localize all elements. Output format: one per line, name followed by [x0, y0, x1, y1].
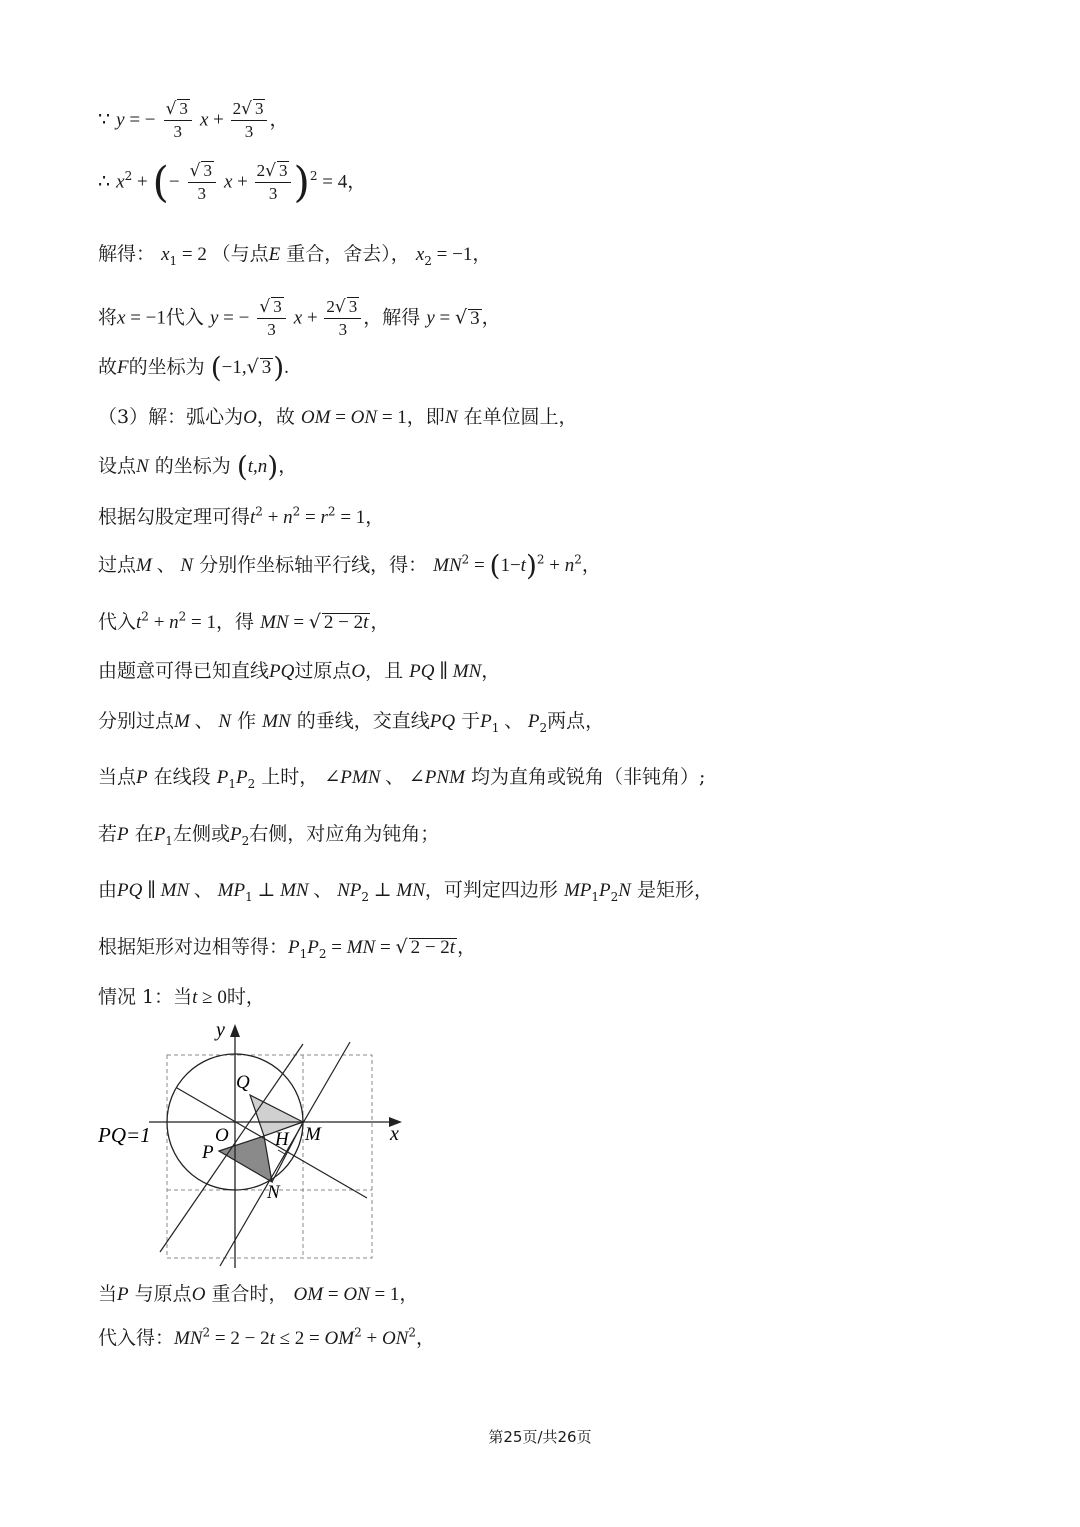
line-11: 由题意可得已知直线PQ过原点O，且 PQ ∥ MN， [98, 660, 501, 682]
line-16: 根据矩形对边相等得：$P_1P_2$ = MN = √ 2 − 2t ， [98, 936, 477, 961]
line-12: 分别过点M 、 N 作 MN 的垂线，交直线PQ 于$P_1$ 、 $P_2$两点， [98, 710, 605, 735]
line-13: 当点P 在线段 $P_1P_2$ 上时， ∠PMN 、 ∠PNM 均为直角或锐角（非钝角）; [98, 766, 706, 791]
label-q: Q [236, 1072, 250, 1093]
page-footer: 第25页/共26页 [488, 1428, 592, 1446]
label-o: O [215, 1125, 229, 1146]
label-y: y [216, 1019, 225, 1041]
label-n: N [267, 1182, 280, 1203]
therefore-symbol: ∴ [98, 170, 111, 193]
dashed-grid [167, 1055, 372, 1258]
line-14: 若P 在$P_1$左侧或$P_2$右侧，对应角为钝角； [98, 823, 440, 848]
label-x: x [390, 1123, 399, 1145]
line-8: 根据勾股定理可得$t^2 + n^2 = r^2 = 1$， [98, 504, 385, 528]
line-3: 解得： $x_1 = 2$ （与点E 重合，舍去）， $x_2 = -1$， [98, 243, 492, 268]
line-5: 故F的坐标为 (−1,√ 3). [98, 351, 289, 384]
line-18: 当P 与原点O 重合时， OM = ON = 1， [98, 1283, 419, 1305]
line-15: 由PQ ∥ MN 、 $MP_1$ ⊥ MN 、 $NP_2$ ⊥ MN，可判定四边形 $MP_1P_2N$ 是矩形， [98, 879, 714, 904]
label-p: P [202, 1142, 214, 1163]
line-7: 设点N 的坐标为 (t,n)， [98, 450, 298, 483]
y-axis-arrow [230, 1024, 240, 1037]
line-19: 代入得：$MN^2 = 2 - 2t \le 2 = OM^2 + ON^2$， [98, 1325, 436, 1349]
geometry-figure [92, 1018, 412, 1273]
line-2: ∴ $x^2$ + (− $\frac{√ 3}{3}$ x + $\frac{2√ 3}{3}$ )$^2$ = 4， [98, 157, 367, 207]
label-pq-eq: PQ=1 [98, 1123, 151, 1147]
label-m: M [305, 1124, 321, 1145]
line-4: 将x = −1代入 y = − $\frac{√ 3}{3}$ x + $\frac{2√ 3}{3}$ ，解得 y = √ 3 ， [98, 297, 501, 339]
label-h: H [275, 1129, 289, 1150]
because-symbol: ∵ [98, 108, 111, 131]
line-1: ∵ y = − $\frac{√ 3}{3}$ x + $\frac{2√ 3}{3}$ ， [98, 99, 289, 141]
line-6: （3）解：弧心为O，故 OM = ON = 1，即N 在单位圆上， [98, 406, 578, 428]
line-10: 代入$t^2 + n^2 = 1$，得 MN = √ 2 − 2t ， [98, 609, 390, 633]
line-9: 过点M 、 N 分别作坐标轴平行线，得： $MN^2 = (1-t)^2 + n^2$， [98, 549, 601, 582]
line-17: 情况 1：当t ≥ 0时， [98, 986, 265, 1008]
